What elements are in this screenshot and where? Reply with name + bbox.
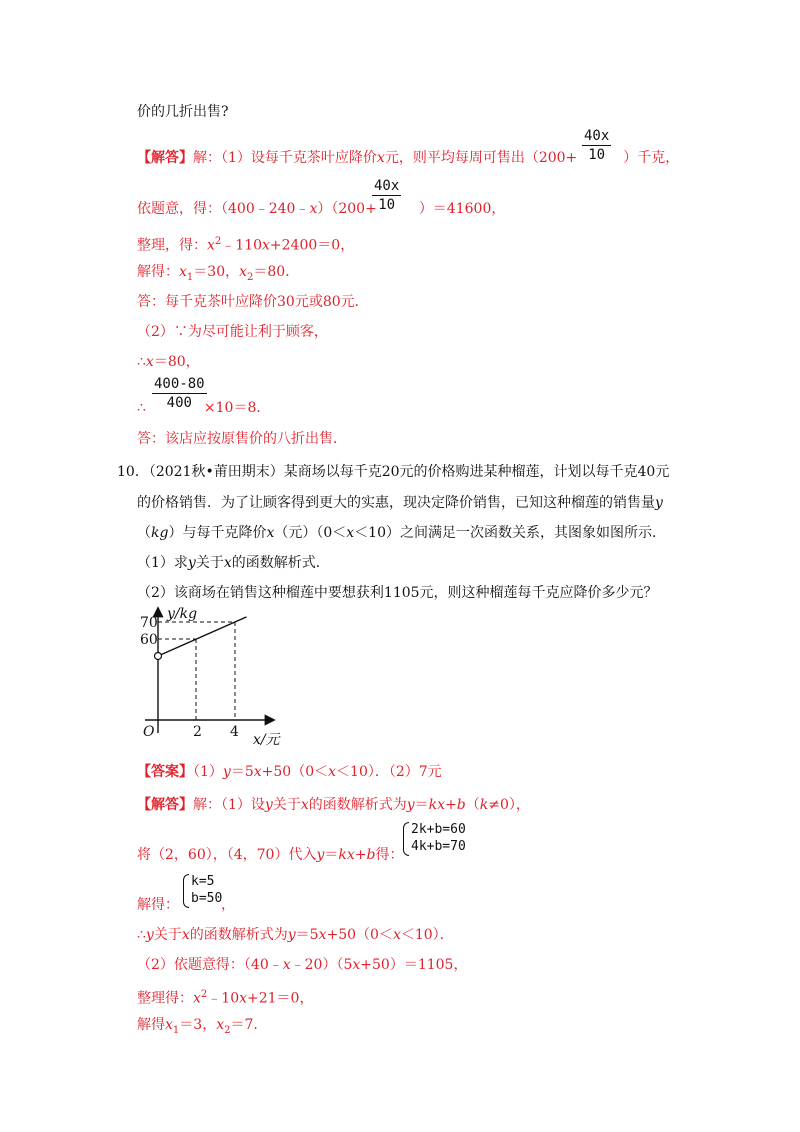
- solution-line-6: （2）∵为尽可能让利于顾客，: [137, 324, 328, 340]
- solution-line-4: 解得：$x_1=30$，$x_2=80$．: [137, 264, 300, 283]
- open-endpoint: [155, 653, 162, 660]
- answer-line: 【答案】（1）y＝5x+50（0＜x＜10）．（2）7元: [137, 764, 442, 780]
- prev-problem-tail: 价的几折出售?: [137, 104, 229, 120]
- solution2-line-7: 解得$x_1=3$，$x_2=7$．: [137, 1017, 268, 1036]
- solution2-line-4: ∴y关于x的函数解析式为y＝5x+50（0＜x＜10）．: [137, 927, 454, 943]
- function-line: [158, 617, 247, 656]
- solution2-line-3: 解得： ，: [137, 897, 235, 913]
- question-10-part-1: （1）求y关于x的函数解析式．: [137, 555, 330, 571]
- y-tick-70: 70: [140, 615, 158, 631]
- x-axis-label: x/元: [253, 732, 280, 748]
- x-tick-2: 2: [193, 724, 202, 740]
- question-10-line-2: 的价格销售．为了让顾客得到更大的实惠，现决定降价销售，已知这种榴莲的销售量y: [137, 495, 663, 511]
- equation-system-1: 2k+b=60 4k+b=70: [403, 821, 466, 855]
- solution2-line-5: （2）依题意得：（40﹣x﹣20）（5x+50）＝1105，: [137, 957, 468, 973]
- question-10-part-2: （2）该商场在销售这种榴莲中要想获利1105元，则这种榴莲每千克应降价多少元？: [137, 585, 658, 601]
- solution-line-7: ∴x＝80，: [137, 354, 200, 370]
- fraction-40x-over-10-b: $\frac{40x}{10}$: [374, 178, 400, 213]
- solution2-line-1: 【解答】解：（1）设y关于x的函数解析式为y＝kx+b（k≠0），: [137, 797, 530, 813]
- solution-line-8: ∴ ×10＝8．: [137, 400, 271, 416]
- function-graph: [135, 603, 315, 753]
- y-axis-label: y/kg: [167, 606, 198, 622]
- solution2-line-6: 整理得：$x^2﹣10x+21=0$，: [137, 989, 314, 1007]
- solution-line-5: 答：每千克茶叶应降价30元或80元．: [137, 294, 369, 310]
- solution-tag: 【解答】: [137, 150, 193, 166]
- y-tick-60: 60: [140, 632, 158, 648]
- solution-line-9: 答：该店应按原售价的八折出售．: [137, 431, 347, 447]
- question-10-line-3: （kg）与每千克降价x（元）（0＜x＜10）之间满足一次函数关系，其图象如图所示．: [137, 525, 667, 541]
- solution2-line-2: 将（2，60），（4，70）代入y＝kx+b得：: [137, 847, 404, 863]
- answer-tag: 【答案】: [137, 764, 193, 780]
- solution-line-3: 整理，得：$x^2﹣110x+2400=0$，: [137, 236, 355, 254]
- question-10-line-1: 10．（2021秋•莆田期末）某商场以每千克20元的价格购进某种榴莲，计划以每千克40元: [117, 464, 670, 480]
- solution-line-1: 【解答】解：（1）设每千克茶叶应降价x元，则平均每周可售出（200+ ）千克，: [137, 150, 680, 166]
- solution2-tag: 【解答】: [137, 797, 193, 813]
- solution-line-2: 依题意，得：（400﹣240﹣x）（200+ ）＝41600，: [137, 201, 506, 217]
- equation-system-2: k=5 b=50: [183, 873, 222, 907]
- origin-label: O: [143, 724, 155, 740]
- fraction-40x-over-10: $\frac{40x}{10}$: [584, 128, 610, 163]
- fraction-400-80-over-400: $\frac{400-80}{400}$: [154, 376, 205, 411]
- x-tick-4: 4: [230, 724, 239, 740]
